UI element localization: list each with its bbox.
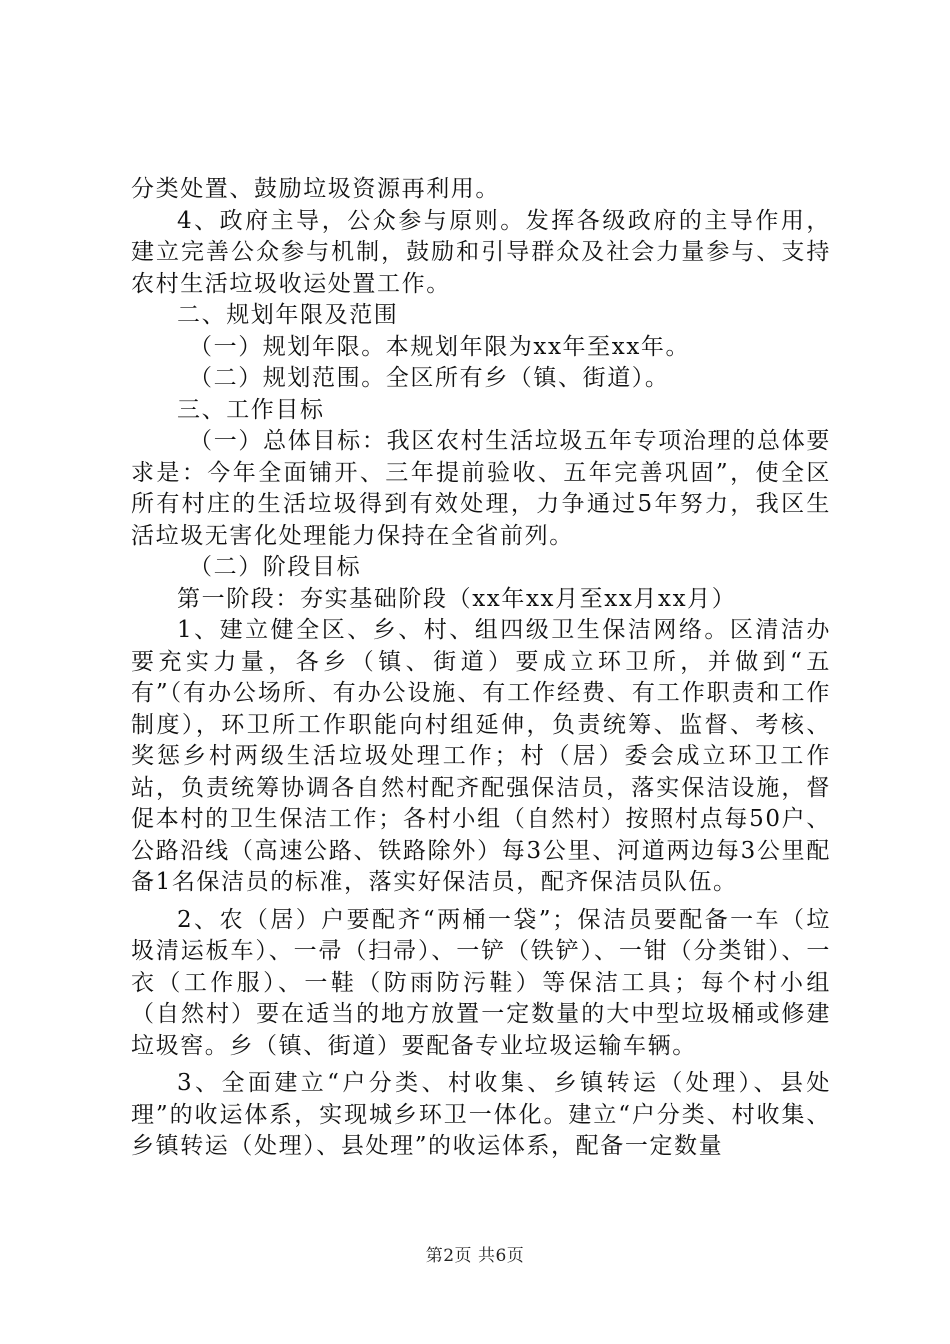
- paragraph-planning-scope: （二）规划范围。全区所有乡（镇、街道）。: [189, 365, 670, 391]
- paragraph-continuation: 分类处置、鼓励垃圾资源再利用。: [131, 176, 500, 202]
- document-body: [131, 174, 831, 1163]
- heading-planning-period: 二、规划年限及范围: [177, 302, 399, 328]
- paragraph-item-3: 3、全面建立“户分类、村收集、乡镇转运（处理）、县处理”的收运体系，实现城乡环卫一体化。建立“户分类、村收集、乡镇转运（处理）、县处理”的收运体系，配备一定数量: [131, 1070, 831, 1159]
- paragraph-item-2: 2、农（居）户要配齐“两桶一袋”；保洁员要配备一车（垃圾清运板车）、一帚（扫帚）、一铲（铁铲）、一钳（分类钳）、一衣（工作服）、一鞋（防雨防污鞋）等保洁工具；每个村小组（自然村）要在适当的地方放置一定数量的大中型垃圾桶或修建垃圾窖。乡（镇、街道）要配备专业垃圾运输车辆。: [131, 906, 831, 1059]
- heading-stage-goals: （二）阶段目标: [189, 554, 362, 580]
- page-number-footer: 第2页 共6页: [425, 1246, 525, 1266]
- paragraph-principle-4: 4、政府主导，公众参与原则。发挥各级政府的主导作用，建立完善公众参与机制，鼓励和引导群众及社会力量参与、支持农村生活垃圾收运处置工作。: [131, 207, 831, 297]
- paragraph-planning-years: （一）规划年限。本规划年限为xx年至xx年。: [189, 333, 691, 360]
- heading-work-goals: 三、工作目标: [177, 396, 325, 423]
- heading-stage-one: 第一阶段：夯实基础阶段（xx年xx月至xx月xx月）: [177, 585, 737, 612]
- paragraph-overall-goal: （一）总体目标：我区农村生活垃圾五年专项治理的总体要求是：今年全面铺开、三年提前验收、五年完善巩固”，使全区所有村庄的生活垃圾得到有效处理，力争通过5年努力，我区生活垃圾无害化处理能力保持在全省前列。: [131, 428, 831, 549]
- paragraph-item-1: 1、建立健全区、乡、村、组四级卫生保洁网络。区清洁办要充实力量，各乡（镇、街道）要成立环卫所，并做到“五有”（有办公场所、有办公设施、有工作经费、有工作职责和工作制度），环卫所工作职能向村组延伸，负责统筹、监督、考核、奖惩乡村两级生活垃圾处理工作；村（居）委会成立环卫工作站，负责统筹协调各自然村配齐配强保洁员，落实保洁设施，督促本村的卫生保洁工作；各村小组（自然村）按照村点每50户、公路沿线（高速公路、铁路除外）每3公里、河道两边每3公里配备1名保洁员的标准，落实好保洁员，配齐保洁员队伍。: [131, 617, 831, 895]
